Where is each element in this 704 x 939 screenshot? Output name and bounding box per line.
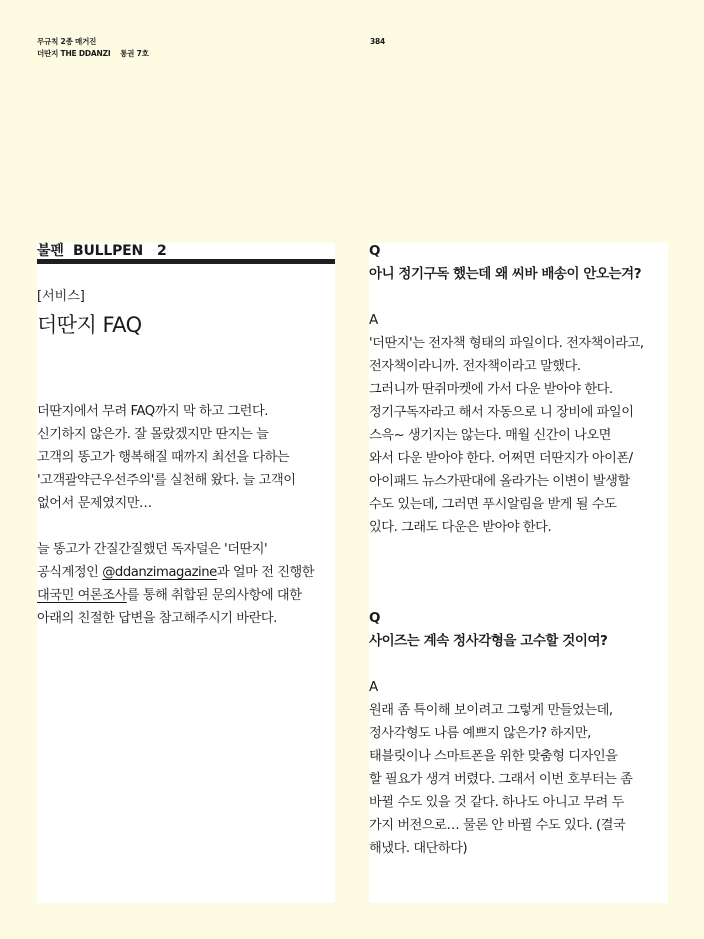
answer-line: 전자책이라니까. 전자책이라고 말했다.: [369, 359, 581, 374]
intro-line: '고객괄약근우선주의'를 실천해 왔다. 늘 고객이: [37, 473, 296, 488]
section-divider: [37, 259, 335, 264]
twitter-account-link[interactable]: @ddanzimagazine: [102, 565, 217, 580]
magazine-name: 무규칙 2종 매거진: [37, 37, 97, 46]
intro-line: 고객의 똥고가 행복해질 때까지 최선을 다하는: [37, 450, 290, 465]
issue-info: 더딴지 THE DDANZI 통권 7호: [37, 49, 149, 58]
answer-line: 할 필요가 생겨 버렸다. 그래서 이번 호부터는 좀: [369, 772, 633, 787]
question-text: 사이즈는 계속 정사각형을 고수할 것이여?: [369, 633, 608, 649]
page-number: 384: [370, 37, 386, 46]
section-name: 불펜 BULLPEN: [37, 243, 144, 259]
category-label: [서비스]: [37, 289, 85, 304]
intro-line: 더딴지에서 무려 FAQ까지 막 하고 그런다.: [37, 404, 268, 419]
section-number: 2: [157, 243, 167, 259]
section-title: [37, 243, 335, 259]
answer-line: 수도 있는데, 그러면 푸시알림을 받게 될 수도: [369, 497, 617, 512]
contact-line: [37, 561, 335, 584]
contact-text: 과 얼마 전 진행한: [216, 565, 315, 580]
answer-line: 정기구독자라고 해서 자동으로 니 장비에 파일이: [369, 405, 634, 420]
answer-line: '더딴지'는 전자책 형태의 파일이다. 전자책이라고,: [369, 336, 644, 351]
answer-label: A: [369, 312, 378, 328]
contact-paragraph: [37, 538, 335, 630]
right-column: [369, 243, 668, 903]
page-title: 더딴지 FAQ: [37, 313, 142, 337]
magazine-info: [37, 36, 149, 60]
answer-label: A: [369, 679, 378, 695]
contact-text: 공식계정인: [37, 565, 103, 580]
intro-paragraph: [37, 400, 335, 515]
contact-line: [37, 584, 335, 607]
contact-line: 늘 똥고가 간질간질했던 독자덜은 '더딴지': [37, 542, 268, 557]
answer-line: 와서 다운 받아야 한다. 어쩌면 더딴지가 아이폰/: [369, 451, 633, 466]
answer-line: 정사각형도 나름 예쁘지 않은가? 하지만,: [369, 726, 591, 741]
faq-item: [369, 240, 668, 539]
contact-text: 를 통해 취합된 문의사항에 대한: [126, 588, 302, 603]
answer-line: 그러니까 딴쥐마켓에 가서 다운 받아야 한다.: [369, 382, 613, 397]
answer-line: 가지 버전으로… 물론 안 바뀔 수도 있다. (결국: [369, 818, 626, 833]
answer-line: 해냈다. 대단하다): [369, 841, 468, 856]
answer-line: 원래 좀 특이해 보이려고 그렇게 만들었는데,: [369, 703, 613, 718]
question-text: 아니 정기구독 했는데 왜 씨바 배송이 안오는겨?: [369, 266, 642, 282]
answer-line: 스윽~ 생기지는 않는다. 매월 신간이 나오면: [369, 428, 611, 443]
left-column: [37, 243, 335, 903]
intro-line: 없어서 문제였지만…: [37, 496, 152, 511]
contact-line: 아래의 친절한 답변을 참고해주시기 바란다.: [37, 611, 277, 626]
answer-line: 태블릿이나 스마트폰을 위한 맞춤형 디자인을: [369, 749, 618, 764]
question-label: Q: [369, 610, 381, 626]
answer-line: 바뀔 수도 있을 것 같다. 하나도 아니고 무려 두: [369, 795, 624, 810]
intro-line: 신기하지 않은가. 잘 몰랐겠지만 딴지는 늘: [37, 427, 269, 442]
faq-item: [369, 607, 668, 860]
question-label: Q: [369, 243, 381, 259]
answer-line: 아이패드 뉴스가판대에 올라가는 이변이 발생할: [369, 474, 630, 489]
answer-line: 있다. 그래도 다운은 받아야 한다.: [369, 520, 552, 535]
survey-link[interactable]: 대국민 여론조사: [37, 588, 127, 603]
